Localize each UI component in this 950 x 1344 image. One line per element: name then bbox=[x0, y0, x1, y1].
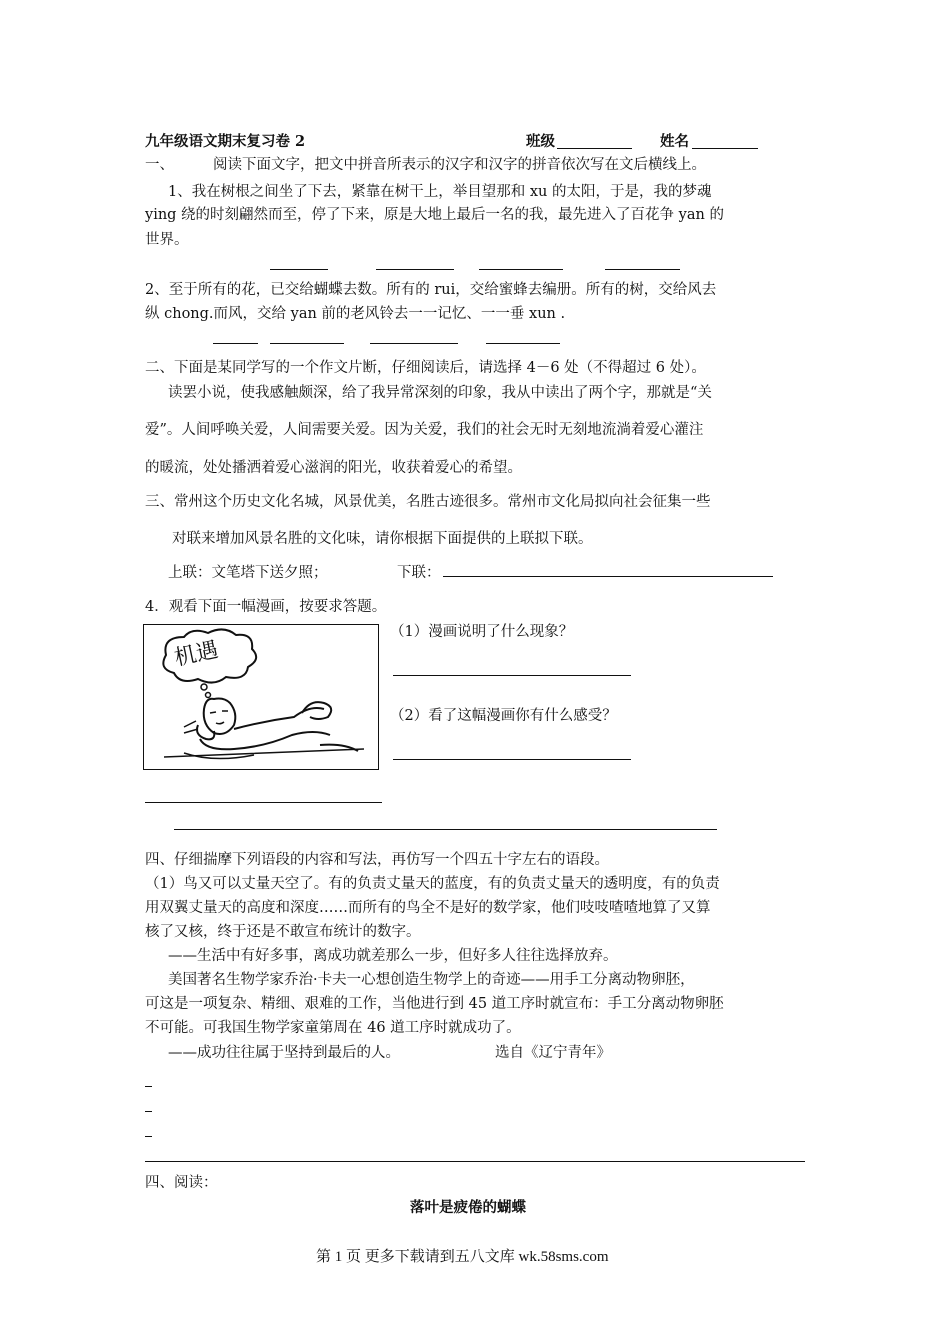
q2-line3: 的暖流，处处播洒着爱心滋润的阳光，收获着爱心的希望。 bbox=[145, 460, 522, 476]
lower-couplet-label: 下联： bbox=[397, 565, 441, 581]
q3-line1: 三、常州这个历史文化名城，风景优美，名胜古迹很多。常州市文化局拟向社会征集一些 bbox=[145, 494, 711, 510]
class-blank[interactable] bbox=[557, 148, 632, 149]
q4-answer4-blank[interactable] bbox=[174, 829, 717, 830]
q5-answer-line1[interactable] bbox=[145, 1086, 152, 1087]
q5-line4: ——生活中有好多事，离成功就差那么一步，但好多人往往选择放弃。 bbox=[168, 948, 618, 964]
section-divider bbox=[145, 1161, 805, 1162]
name-label: 姓名 bbox=[660, 133, 689, 150]
lower-couplet-blank[interactable] bbox=[443, 576, 773, 577]
q1-passage1-line1: 1、我在树根之间坐了下去，紧靠在树干上，举目望那和 xu 的太阳，于是，我的梦魂 bbox=[168, 184, 712, 200]
exam-title: 九年级语文期末复习卷 2 bbox=[145, 133, 306, 150]
q4-sub1: （1）漫画说明了什么现象？ bbox=[390, 624, 574, 640]
q5-answer-line2[interactable] bbox=[145, 1111, 152, 1112]
q4-answer1-blank[interactable] bbox=[393, 675, 631, 676]
q5-line1: （1）鸟又可以丈量天空了。有的负责丈量天的蓝度，有的负责丈量天的透明度，有的负责 bbox=[145, 876, 720, 892]
q5-source: 选自《辽宁青年》 bbox=[495, 1045, 611, 1061]
q1-blank-6[interactable] bbox=[270, 343, 344, 344]
q3-line2: 对联来增加风景名胜的文化味，请你根据下面提供的上联拟下联。 bbox=[172, 531, 593, 547]
q6-heading: 四、阅读： bbox=[145, 1175, 218, 1191]
reading-title: 落叶是疲倦的蝴蝶 bbox=[410, 1199, 526, 1216]
q1-blank-2[interactable] bbox=[376, 269, 454, 270]
cartoon-caption: 机遇 bbox=[172, 637, 221, 672]
q5-line3: 核了又核，终于还是不敢宣布统计的数字。 bbox=[145, 924, 421, 940]
page-footer: 第 1 页 更多下载请到五八文库 wk.58sms.com bbox=[316, 1249, 609, 1265]
q5-heading: 四、仔细揣摩下列语段的内容和写法，再仿写一个四五十字左右的语段。 bbox=[145, 852, 609, 868]
q5-line2: 用双翼丈量天的高度和深度……而所有的鸟全不是好的数学家，他们吱吱喳喳地算了又算 bbox=[145, 900, 711, 916]
name-blank[interactable] bbox=[692, 148, 758, 149]
class-label: 班级 bbox=[526, 133, 555, 150]
q5-line7: 不可能。可我国生物学家童第周在 46 道工序时就成功了。 bbox=[145, 1020, 521, 1036]
q1-blank-8[interactable] bbox=[486, 343, 560, 344]
q1-blank-5[interactable] bbox=[213, 343, 258, 344]
cartoon-image bbox=[143, 624, 379, 770]
q5-line8: ——成功往往属于坚持到最后的人。 bbox=[168, 1045, 400, 1061]
q4-heading: 4．观看下面一幅漫画，按要求答题。 bbox=[145, 599, 387, 615]
q4-answer3-blank[interactable] bbox=[145, 802, 382, 803]
q1-blank-1[interactable] bbox=[270, 269, 328, 270]
upper-couplet: 上联：文笔塔下送夕照； bbox=[168, 565, 328, 581]
q4-answer2-blank[interactable] bbox=[393, 759, 631, 760]
q1-passage1-line3: 世界。 bbox=[145, 232, 189, 248]
q1-heading: 阅读下面文字，把文中拼音所表示的汉字和汉字的拼音依次写在文后横线上。 bbox=[213, 157, 706, 173]
q2-heading: 二、下面是某同学写的一个作文片断，仔细阅读后，请选择 4－6 处（不得超过 6 处）。 bbox=[145, 360, 706, 376]
q1-number: 一、 bbox=[145, 157, 174, 173]
q2-line2: 爱”。人间呼唤关爱，人间需要关爱。因为关爱，我们的社会无时无刻地流淌着爱心灌注 bbox=[145, 422, 704, 438]
q1-blank-3[interactable] bbox=[479, 269, 563, 270]
q1-passage1-line2: ying 绕的时刻翩然而至，停了下来，原是大地上最后一名的我，最先进入了百花争 yan 的 bbox=[145, 207, 724, 223]
q1-blank-7[interactable] bbox=[370, 343, 458, 344]
q4-sub2: （2）看了这幅漫画你有什么感受？ bbox=[390, 708, 617, 724]
q2-line1: 读罢小说，使我感触颇深，给了我异常深刻的印象，我从中读出了两个字，那就是“关 bbox=[168, 385, 712, 401]
q5-answer-line3[interactable] bbox=[145, 1136, 152, 1137]
q5-line5: 美国著名生物学家乔治·卡夫一心想创造生物学上的奇迹——用手工分离动物卵胚， bbox=[168, 972, 695, 988]
q1-passage2-line2: 纵 chong.而风，交给 yan 前的老风铃去一一记忆、一一垂 xun . bbox=[145, 306, 566, 322]
q1-passage2-line1: 2、至于所有的花，已交给蝴蝶去数。所有的 rui，交给蜜蜂去编册。所有的树，交给风去 bbox=[145, 282, 717, 298]
q5-line6: 可这是一项复杂、精细、艰难的工作，当他进行到 45 道工序时就宣布：手工分离动物卵胚 bbox=[145, 996, 724, 1012]
q1-blank-4[interactable] bbox=[605, 269, 680, 270]
